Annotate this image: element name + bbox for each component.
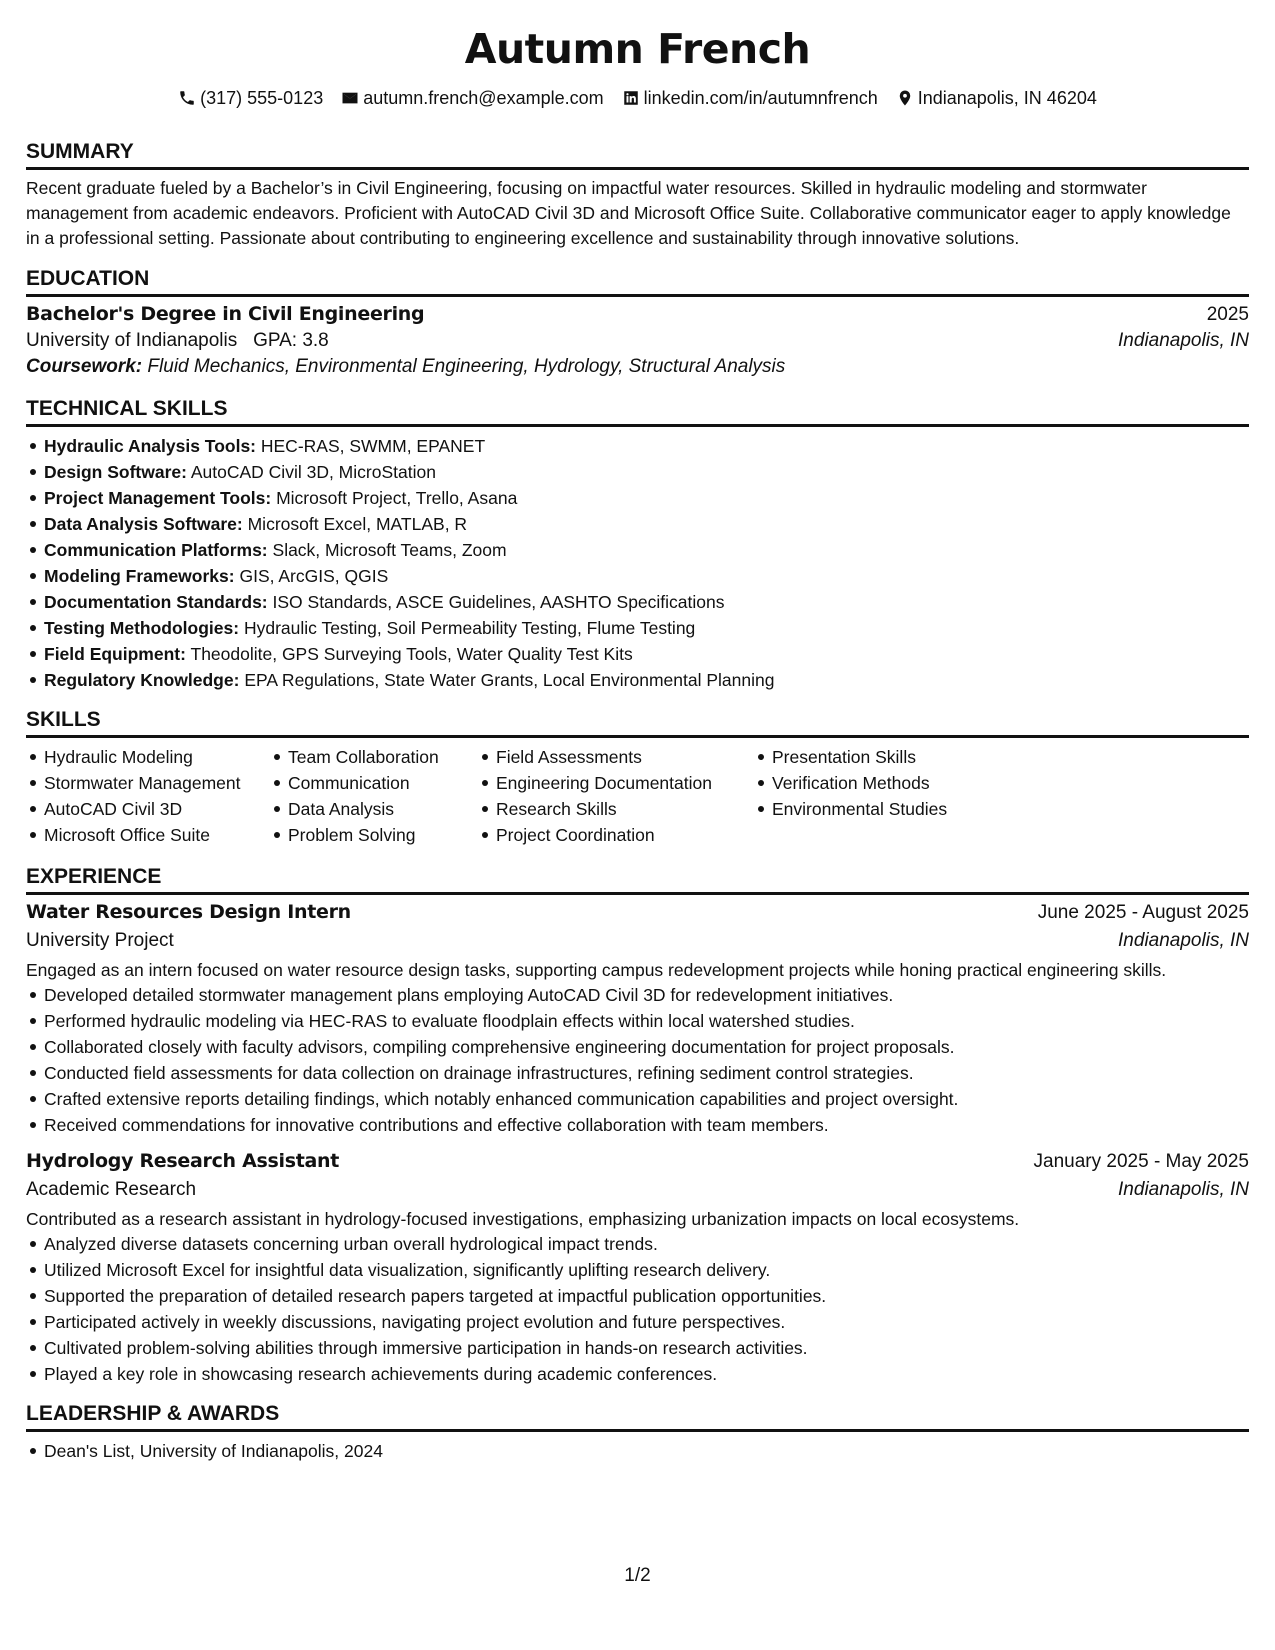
skills-column-4 [754,744,1012,848]
skills-column-3 [478,744,754,848]
list-item: AutoCAD Civil 3D [44,796,270,822]
list-item: Received commendations for innovative contributions and effective collaboration with team members. [44,1112,1249,1138]
section-title-summary: SUMMARY [26,139,1249,170]
section-title-technical-skills: TECHNICAL SKILLS [26,396,1249,427]
education-section [26,266,1249,378]
school-location: Indianapolis, IN [1118,330,1249,351]
list-item: Data Analysis [288,796,478,822]
contact-phone [178,87,323,109]
section-title-experience: EXPERIENCE [26,864,1249,895]
list-item: Environmental Studies [772,796,1012,822]
job-description: Contributed as a research assistant in hydrology-focused investigations, emphasizing urbanization impacts on local ecosystems. [26,1209,1020,1229]
contact-linkedin[interactable] [622,87,878,109]
list-item: Presentation Skills [772,744,1012,770]
job-header [26,901,1249,924]
job-bullets [26,1231,1249,1387]
email-link[interactable]: autumn.french@example.com [363,88,604,108]
job-subheader [26,1179,1249,1201]
list-item: Dean's List, University of Indianapolis, 2024 [44,1438,1249,1464]
phone-text: (317) 555-0123 [200,88,324,108]
list-item: Research Skills [496,796,754,822]
candidate-name: Autumn French [464,25,811,73]
job-subheader [26,930,1249,952]
gpa: GPA: 3.8 [253,330,329,351]
section-title-skills: SKILLS [26,707,1249,738]
linkedin-link[interactable]: linkedin.com/in/autumnfrench [643,88,878,108]
job-location: Indianapolis, IN [1118,930,1249,951]
job-title: Hydrology Research Assistant [26,1150,340,1172]
coursework-label: Coursework: [26,356,143,377]
list-item: Analyzed diverse datasets concerning urban overall hydrological impact trends. [44,1231,1249,1257]
job-org: Academic Research [26,1179,197,1200]
contact-location [896,87,1097,109]
job-org: University Project [26,930,174,951]
job-entry-2 [26,1150,1249,1387]
list-item: Modeling Frameworks: GIS, ArcGIS, QGIS [44,563,1249,589]
job-dates: January 2025 - May 2025 [1033,1151,1249,1172]
contact-bar [26,87,1249,109]
list-item: Microsoft Office Suite [44,822,270,848]
list-item: Communication [288,770,478,796]
list-item: Participated actively in weekly discussions, navigating project evolution and future perspectives. [44,1309,1249,1335]
list-item: Supported the preparation of detailed research papers targeted at impactful publication opportunities. [44,1283,1249,1309]
section-title-education: EDUCATION [26,266,1249,297]
list-item: Utilized Microsoft Excel for insightful data visualization, significantly uplifting research delivery. [44,1257,1249,1283]
list-item: Design Software: AutoCAD Civil 3D, MicroStation [44,459,1249,485]
contact-email[interactable] [341,87,603,109]
list-item: Project Management Tools: Microsoft Project, Trello, Asana [44,485,1249,511]
list-item: Crafted extensive reports detailing findings, which notably enhanced communication capabilities and project oversight. [44,1086,1249,1112]
location-text: Indianapolis, IN 46204 [917,88,1097,108]
list-item: Testing Methodologies: Hydraulic Testing, Soil Permeability Testing, Flume Testing [44,615,1249,641]
list-item: Cultivated problem-solving abilities through immersive participation in hands-on research activities. [44,1335,1249,1361]
leadership-list [26,1438,1249,1464]
resume-header [26,0,1249,109]
skills-column-2 [270,744,478,848]
list-item: Documentation Standards: ISO Standards, ASCE Guidelines, AASHTO Specifications [44,589,1249,615]
school-name: University of Indianapolis [26,330,238,351]
experience-section [26,864,1249,1387]
job-bullets [26,982,1249,1138]
list-item: Collaborated closely with faculty advisors, compiling comprehensive engineering documentation for project proposals. [44,1034,1249,1060]
job-entry-1 [26,901,1249,1138]
list-item: Developed detailed stormwater management plans employing AutoCAD Civil 3D for redevelopment initiatives. [44,982,1249,1008]
linkedin-icon [622,89,640,107]
skills-column-1 [26,744,270,848]
list-item: Hydraulic Analysis Tools: HEC-RAS, SWMM, EPANET [44,433,1249,459]
coursework-line [26,356,1249,378]
job-description: Engaged as an intern focused on water resource design tasks, supporting campus redevelopment projects while honing practical engineering skills. [26,960,1167,980]
job-header [26,1150,1249,1173]
list-item: Field Assessments [496,744,754,770]
list-item: Regulatory Knowledge: EPA Regulations, State Water Grants, Local Environmental Planning [44,667,1249,693]
summary-text: Recent graduate fueled by a Bachelor’s in Civil Engineering, focusing on impactful water resources. Skilled in hydraulic modeling and stormwater management from academic endeavors. Proficient with AutoCAD Civil 3D and Microsoft Office Suite. Collaborative communicator eager to apply knowledge in a professional setting. Passionate about contributing to engineering excellence and sustainability through innovative solutions. [26,178,1231,248]
list-item: Hydraulic Modeling [44,744,270,770]
envelope-icon [341,89,359,107]
summary-section [26,139,1249,251]
page-number: 1/2 [624,1565,651,1586]
list-item: Team Collaboration [288,744,478,770]
coursework-list: Fluid Mechanics, Environmental Engineering, Hydrology, Structural Analysis [147,356,786,377]
degree-title: Bachelor's Degree in Civil Engineering [26,303,425,325]
list-item: Project Coordination [496,822,754,848]
phone-icon [178,89,196,107]
technical-skills-list [26,433,1249,693]
skills-columns [26,744,1249,848]
list-item: Stormwater Management [44,770,270,796]
job-location: Indianapolis, IN [1118,1179,1249,1200]
list-item: Problem Solving [288,822,478,848]
education-row-2 [26,330,1249,352]
leadership-section [26,1401,1249,1464]
school-line [26,330,329,352]
graduation-year: 2025 [1206,304,1249,325]
job-title: Water Resources Design Intern [26,901,351,923]
resume-page [26,0,1249,1464]
list-item: Engineering Documentation [496,770,754,796]
technical-skills-section [26,396,1249,693]
list-item: Communication Platforms: Slack, Microsoft Teams, Zoom [44,537,1249,563]
map-pin-icon [896,89,914,107]
section-title-leadership: LEADERSHIP & AWARDS [26,1401,1249,1432]
list-item: Conducted field assessments for data collection on drainage infrastructures, refining sediment control strategies. [44,1060,1249,1086]
job-dates: June 2025 - August 2025 [1037,902,1249,923]
skills-section [26,707,1249,848]
list-item: Data Analysis Software: Microsoft Excel, MATLAB, R [44,511,1249,537]
list-item: Played a key role in showcasing research achievements during academic conferences. [44,1361,1249,1387]
list-item: Verification Methods [772,770,1012,796]
list-item: Field Equipment: Theodolite, GPS Surveying Tools, Water Quality Test Kits [44,641,1249,667]
education-row-1 [26,303,1249,326]
list-item: Performed hydraulic modeling via HEC-RAS to evaluate floodplain effects within local watershed studies. [44,1008,1249,1034]
